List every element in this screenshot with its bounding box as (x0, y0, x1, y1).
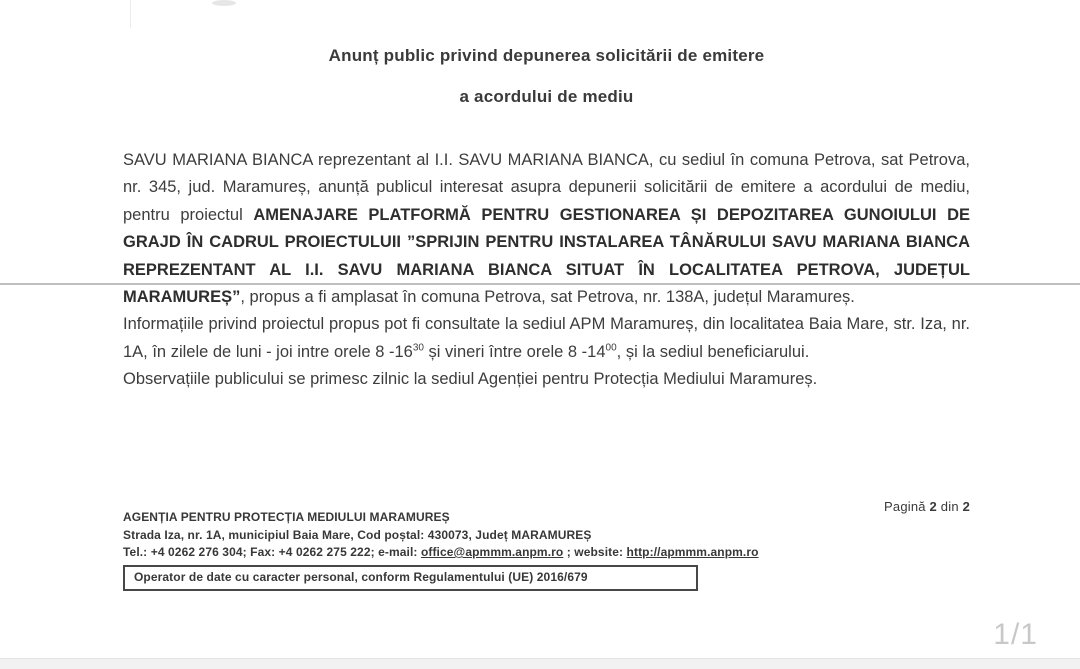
title-line-2: a acordului de mediu (459, 87, 634, 106)
gdpr-notice-text: Operator de date cu caracter personal, conform Regulamentului (UE) 2016/679 (134, 569, 588, 584)
scan-line-artifact (0, 283, 1080, 285)
scan-edge-artifact (130, 0, 131, 28)
agency-contact: Tel.: +4 0262 276 304; Fax: +4 0262 275 222; e-mail: office@apmmm.anpm.ro ; website: http://apmmm.anpm.ro (123, 545, 759, 559)
document-footer (123, 509, 1000, 591)
agency-name: AGENȚIA PENTRU PROTECȚIA MEDIULUI MARAMUREȘ (123, 510, 450, 524)
agency-address: Strada Iza, nr. 1A, municipiul Baia Mare, Cod poștal: 430073, Județ MARAMUREȘ (123, 527, 592, 542)
paragraph-announcement: SAVU MARIANA BIANCA reprezentant al I.I. SAVU MARIANA BIANCA, cu sediul în comuna Petrova, sat Petrova, nr. 345, jud. Maramureș, anunță publicul interesat asupra depunerii solicitării de emitere a acordului de mediu, pentru proiectul AMENAJARE PLATFORMĂ PENTRU GESTIONAREA ȘI DEPOZITAREA GUNOIULUI DE GRAJD ÎN CADRUL PROIECTULUII ”SPRIJIN PENTRU INSTALAREA TÂNĂRULUI SAVU MARIANA BIANCA REPREZENTANT AL I.I. SAVU MARIANA BIANCA SITUAT ÎN LOCALITATEA PETROVA, JUDEȚUL MARAMUREȘ”, propus a fi amplasat în comuna Petrova, sat Petrova, nr. 138A, județul Maramureș. (123, 151, 971, 307)
document-title (123, 46, 970, 107)
scan-smudge-artifact (212, 0, 236, 6)
paragraph-info: Informațiile privind proiectul propus pot fi consultate la sediul APM Maramureș, din localitatea Baia Mare, str. Iza, nr. 1A, în zilele de luni - joi intre orele 8 $-16^{30}$ și vineri între orele 8 $-14^{00}$, și la sediul beneficiarului. (123, 315, 970, 361)
document-body (123, 147, 970, 394)
gdpr-notice-box (123, 565, 698, 592)
paragraph-observations: Observațiile publicului se primesc zilnic la sediul Agenției pentru Protecția Mediului Maramureș. (123, 370, 818, 389)
viewer-page-indicator: 1/1 (993, 618, 1038, 651)
page-number-label: Pagină 2 din 2 (884, 499, 970, 514)
viewer-bottom-bar (0, 658, 1080, 669)
title-line-1: Anunț public privind depunerea solicitării de emitere (328, 46, 765, 65)
